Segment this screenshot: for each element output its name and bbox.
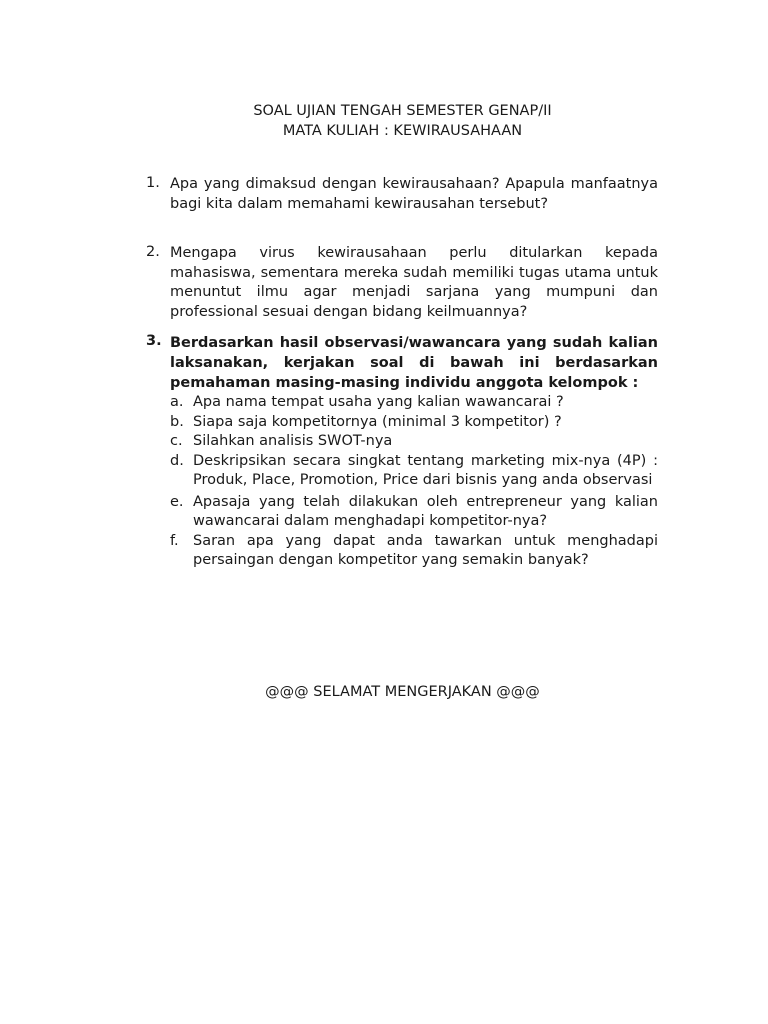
sub-question-d xyxy=(170,452,658,491)
sub-question-letter: f. xyxy=(170,532,179,549)
sub-question-text: Silahkan analisis SWOT-nya xyxy=(193,433,393,449)
sub-question-f xyxy=(170,532,658,571)
sub-question-a xyxy=(170,393,658,413)
question-3 xyxy=(146,333,658,571)
document-title: SOAL UJIAN TENGAH SEMESTER GENAP/II xyxy=(253,103,552,119)
question-2 xyxy=(146,244,658,322)
question-number: 1. xyxy=(146,175,160,191)
sub-question-letter: c. xyxy=(170,433,183,449)
sub-question-letter: a. xyxy=(170,394,184,410)
sub-question-letter: d. xyxy=(170,452,184,469)
sub-question-e xyxy=(170,493,658,532)
question-number: 3. xyxy=(146,333,162,349)
question-text: Apa yang dimaksud dengan kewirausahaan? Apapula manfaatnya bagi kita dalam memahami kewirausahan tersebut? xyxy=(170,176,658,212)
sub-question-list xyxy=(170,393,658,571)
closing-message: @@@ SELAMAT MENGERJAKAN @@@ xyxy=(265,684,540,700)
question-1 xyxy=(146,175,658,214)
sub-question-c xyxy=(170,432,658,452)
question-text: Berdasarkan hasil observasi/wawancara yang sudah kalian laksanakan, kerjakan soal di bawah ini berdasarkan pemahaman masing-masing individu anggota kelompok : xyxy=(170,335,658,391)
sub-question-text: Deskripsikan secara singkat tentang marketing mix-nya (4P) : Produk, Place, Promotion, Price dari bisnis yang anda observasi xyxy=(193,452,658,488)
question-number: 2. xyxy=(146,244,160,260)
sub-question-letter: e. xyxy=(170,493,184,510)
sub-question-text: Apa nama tempat usaha yang kalian wawancarai ? xyxy=(193,394,564,410)
sub-question-b xyxy=(170,413,658,433)
course-title: MATA KULIAH : KEWIRAUSAHAAN xyxy=(282,123,523,139)
sub-question-text: Apasaja yang telah dilakukan oleh entrepreneur yang kalian wawancarai dalam menghadapi kompetitor-nya? xyxy=(193,493,658,529)
sub-question-letter: b. xyxy=(170,413,184,430)
sub-question-text: Siapa saja kompetitornya (minimal 3 kompetitor) ? xyxy=(193,413,562,430)
question-text: Mengapa virus kewirausahaan perlu ditularkan kepada mahasiswa, sementara mereka sudah memiliki tugas utama untuk menuntut ilmu agar menjadi sarjana yang mumpuni dan professional sesuai dengan bidang keilmuannya? xyxy=(170,245,658,320)
sub-question-text: Saran apa yang dapat anda tawarkan untuk menghadapi persaingan dengan kompetitor yang semakin banyak? xyxy=(193,532,658,568)
